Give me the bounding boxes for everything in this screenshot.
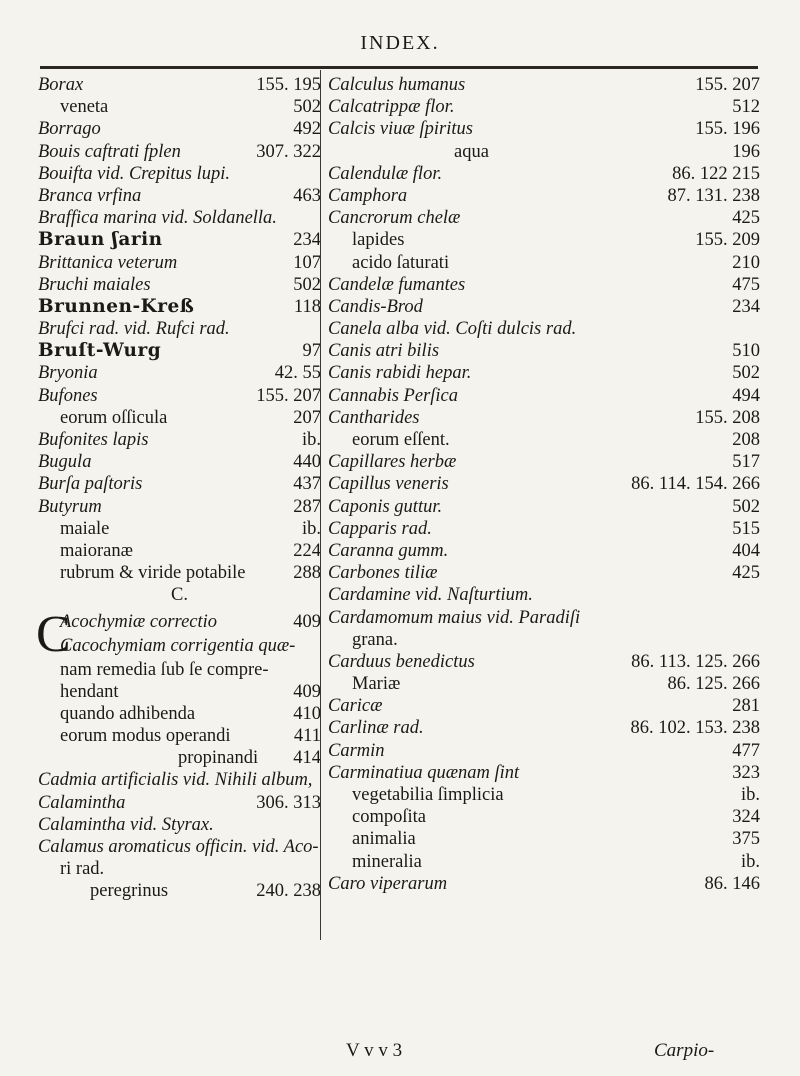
signature-mark: V v v 3 [346,1040,403,1061]
index-entry [38,207,321,229]
entry-pages: 281 [732,696,760,717]
index-entry [324,340,760,362]
letter-heading: C. [171,585,188,606]
entry-term: Burſa paſtoris [38,474,143,495]
entry-pages: 463 [293,185,321,206]
entry-pages: 324 [732,807,760,828]
entry-pages: ib. [301,518,321,539]
header-rule [40,66,758,69]
index-entry [324,318,760,340]
index-entry [324,141,760,163]
index-entry [324,296,760,318]
index-column-right [324,74,760,895]
entry-term: Calcatrippæ flor. [328,97,455,118]
entry-pages: 210 [732,252,760,273]
entry-term: eorum oſſicula [60,407,168,428]
index-entry [38,562,321,584]
entry-term: Braffica marina vid. Soldanella. [38,208,277,229]
index-entry [38,681,321,703]
entry-pages: 404 [732,540,760,561]
index-entry [324,229,760,251]
entry-term: Caro viperarum [328,873,448,894]
entry-term: Capillares herbæ [328,452,457,473]
entry-pages: 375 [732,829,760,850]
index-entry [324,828,760,850]
entry-pages: ib. [301,430,321,450]
index-entry [324,584,760,606]
index-entry [60,635,321,657]
entry-term: aqua [454,141,489,162]
entry-pages: 107 [293,252,321,273]
entry-term: Borrago [38,119,101,140]
entry-pages: 155. 196 [695,119,760,140]
entry-pages: 155. 208 [695,407,760,428]
entry-term: Butyrum [38,496,102,517]
index-entry [324,118,760,140]
index-entry [38,725,321,747]
index-entry [38,769,321,791]
entry-term: Calculus humanus [328,75,466,95]
entry-term: Calcis viuæ ſpiritus [328,119,473,140]
index-entry [38,747,321,769]
entry-pages: 323 [732,762,760,783]
index-entry [38,858,321,880]
entry-term: Camphora [328,185,408,206]
entry-term: Cacochymiam corrigentia quæ- [60,635,296,656]
entry-term: Cantharides [328,407,420,428]
index-entry [38,74,321,96]
entry-term: Cancrorum chelæ [328,208,461,229]
entry-pages: 411 [293,726,321,747]
index-entry [324,651,760,673]
index-entry [324,518,760,540]
entry-pages: 86. 113. 125. 266 [631,651,760,672]
entry-term: Bufonites lapis [38,430,149,450]
entry-term: Braun ʃarin [38,229,163,251]
entry-pages: 475 [732,274,760,295]
index-entry [324,207,760,229]
entry-term: Cardamomum maius vid. Paradiſi [328,607,581,628]
entry-pages: 155. 195 [256,75,321,95]
entry-pages: 492 [293,119,321,140]
entry-term: Calamus aromaticus officin. vid. Aco- [38,837,319,857]
entry-pages: 240. 238 [256,881,321,902]
index-entry [38,340,321,362]
entry-pages: 155. 207 [695,75,760,95]
entry-pages: 515 [732,518,760,539]
index-entry [324,473,760,495]
entry-pages: 118 [293,296,321,317]
entry-pages: 409 [293,681,321,702]
index-entry [324,695,760,717]
index-entry [60,611,321,633]
index-entry [324,540,760,562]
entry-pages: 502 [293,97,321,118]
index-entry [324,274,760,296]
entry-pages: 155. 209 [695,230,760,251]
entry-term: Bruchi maiales [38,274,151,295]
index-entry [324,407,760,429]
entry-term: Cardamine vid. Naſturtium. [328,585,533,606]
index-entry [324,873,760,895]
entry-term: Canis atri bilis [328,341,440,362]
index-entry [38,451,321,473]
entry-pages: 502 [732,363,760,384]
page-header: INDEX. [360,32,440,54]
entry-pages: 494 [732,385,760,406]
entry-pages: 307. 322 [256,141,321,162]
entry-pages: 437 [293,474,321,495]
index-entry [38,407,321,429]
index-entry [38,274,321,296]
index-entry [324,629,760,651]
entry-pages: 234 [732,296,760,317]
index-entry [38,814,321,836]
entry-term: propinandi [178,748,259,769]
entry-pages: 224 [293,540,321,561]
entry-pages: ib. [740,851,760,872]
index-entry [38,252,321,274]
index-entry [324,851,760,873]
entry-term: animalia [352,829,416,850]
entry-pages: 288 [293,563,321,584]
entry-term: Carlinæ rad. [328,718,424,739]
index-column-left [38,74,321,903]
entry-pages: 42. 55 [274,363,321,384]
index-entry [38,703,321,725]
entry-term: veneta [60,97,109,118]
entry-pages: 208 [732,430,760,450]
index-entry [324,496,760,518]
entry-term: Brufci rad. vid. Rufci rad. [38,319,230,340]
index-entry [38,496,321,518]
entry-term: Bruſt-Wurg [38,340,162,362]
entry-term: Canis rabidi hepar. [328,363,472,384]
entry-pages: 86. 146 [704,873,760,894]
entry-term: Bufones [38,385,98,406]
entry-term: Carduus benedictus [328,651,475,672]
entry-term: maiale [60,518,110,539]
entry-pages: 502 [293,274,321,295]
entry-term: Acochymiæ correctio [60,611,218,632]
entry-pages: 287 [293,496,321,517]
entry-pages: 425 [732,563,760,584]
entry-term: Caranna gumm. [328,540,449,561]
entry-term: maioranæ [60,540,133,561]
entry-pages: 477 [732,740,760,761]
index-entry [38,118,321,140]
index-entry [38,429,321,451]
entry-pages: 86. 122 215 [672,163,760,184]
entry-term: lapides [352,230,405,251]
entry-term: Canela alba vid. Coſti dulcis rad. [328,319,577,340]
column-divider [320,70,321,940]
index-entry [38,229,321,251]
index-entry [324,96,760,118]
entry-term: Mariæ [352,674,401,695]
index-entry [38,318,321,340]
entry-pages: 196 [732,141,760,162]
index-entry [324,185,760,207]
entry-pages: 86. 125. 266 [667,674,760,695]
entry-term: peregrinus [90,881,169,902]
index-entry [38,473,321,495]
entry-term: ri rad. [60,859,105,880]
entry-term: Carminatiua quænam ſint [328,762,520,783]
index-entry [324,607,760,629]
index-entry [38,540,321,562]
entry-term: compoſita [352,807,426,828]
entry-term: Brittanica veterum [38,252,178,273]
entry-term: Carbones tiliæ [328,563,438,584]
index-entry [38,96,321,118]
entry-term: eorum modus operandi [60,726,231,747]
index-entry [324,740,760,762]
section-c-intro [36,605,321,663]
index-entry [324,385,760,407]
entry-pages: 512 [732,97,760,118]
index-entry [324,429,760,451]
index-entry [38,185,321,207]
index-entry [38,518,321,540]
entry-pages: 517 [732,452,760,473]
index-entry [38,792,321,814]
entry-term: Caponis guttur. [328,496,443,517]
entry-term: hendant [60,681,119,702]
entry-pages: ib. [740,785,760,805]
index-entry [324,562,760,584]
entry-term: Carmin [328,740,385,761]
entry-term: mineralia [352,851,422,872]
index-entry [324,163,760,185]
entry-term: Calamintha [38,792,126,813]
entry-pages: 86. 114. 154. 266 [631,474,760,495]
entry-pages: 87. 131. 238 [667,185,760,206]
entry-pages: 155. 207 [256,385,321,406]
entry-pages: 510 [732,341,760,362]
entry-pages: 86. 102. 153. 238 [630,718,760,739]
entry-pages: 409 [293,611,321,632]
index-entry [324,762,760,784]
index-entry [38,163,321,185]
entry-term: Capparis rad. [328,518,432,539]
index-entry [38,880,321,902]
entry-term: acido ſaturati [352,252,450,273]
entry-term: Capillus veneris [328,474,449,495]
entry-pages: 414 [293,748,321,769]
index-entry [38,836,321,858]
index-entry [324,362,760,384]
entry-pages: 502 [732,496,760,517]
index-entry [324,252,760,274]
entry-term: Candis-Brod [328,296,423,317]
entry-term: Cadmia artificialis vid. Nihili album, [38,770,313,791]
entry-term: Brunnen-Kreß [38,295,195,317]
index-entry [38,296,321,318]
entry-pages: 410 [293,703,321,724]
entry-pages: 425 [732,208,760,229]
index-entry [38,385,321,407]
entry-pages: 234 [293,230,321,251]
index-entry [324,784,760,806]
drop-initial: C [36,605,71,663]
entry-term: Cannabis Perſica [328,385,459,406]
entry-term: Calamintha vid. Styrax. [38,814,214,835]
index-entry [324,74,760,96]
index-entry [324,717,760,739]
entry-term: eorum eſſent. [352,430,450,450]
entry-term: nam remedia ſub ſe compre- [60,659,269,680]
entry-pages: 440 [293,452,321,473]
index-entry [38,659,321,681]
entry-term: Candelæ fumantes [328,274,466,295]
entry-pages: 97 [302,341,321,362]
entry-term: Calendulæ flor. [328,163,443,184]
index-entry [324,451,760,473]
entry-term: rubrum & viride potabile [60,563,246,584]
entry-term: Bryonia [38,363,98,384]
entry-pages: 306. 313 [256,792,321,813]
index-entry [38,362,321,384]
entry-term: Branca vrfina [38,185,142,206]
entry-term: Caricæ [328,696,383,717]
index-entry [324,806,760,828]
entry-pages: 207 [293,407,321,428]
entry-term: vegetabilia ſimplicia [352,785,504,805]
entry-term: Borax [38,75,84,95]
index-entry [38,141,321,163]
catchword: Carpio- [654,1040,715,1061]
entry-term: quando adhibenda [60,703,196,724]
entry-term: Bouifta vid. Crepitus lupi. [38,163,231,184]
index-entry [324,673,760,695]
entry-term: grana. [352,629,398,650]
entry-term: Bugula [38,452,92,473]
entry-term: Bouis caftrati fplen [38,141,181,162]
